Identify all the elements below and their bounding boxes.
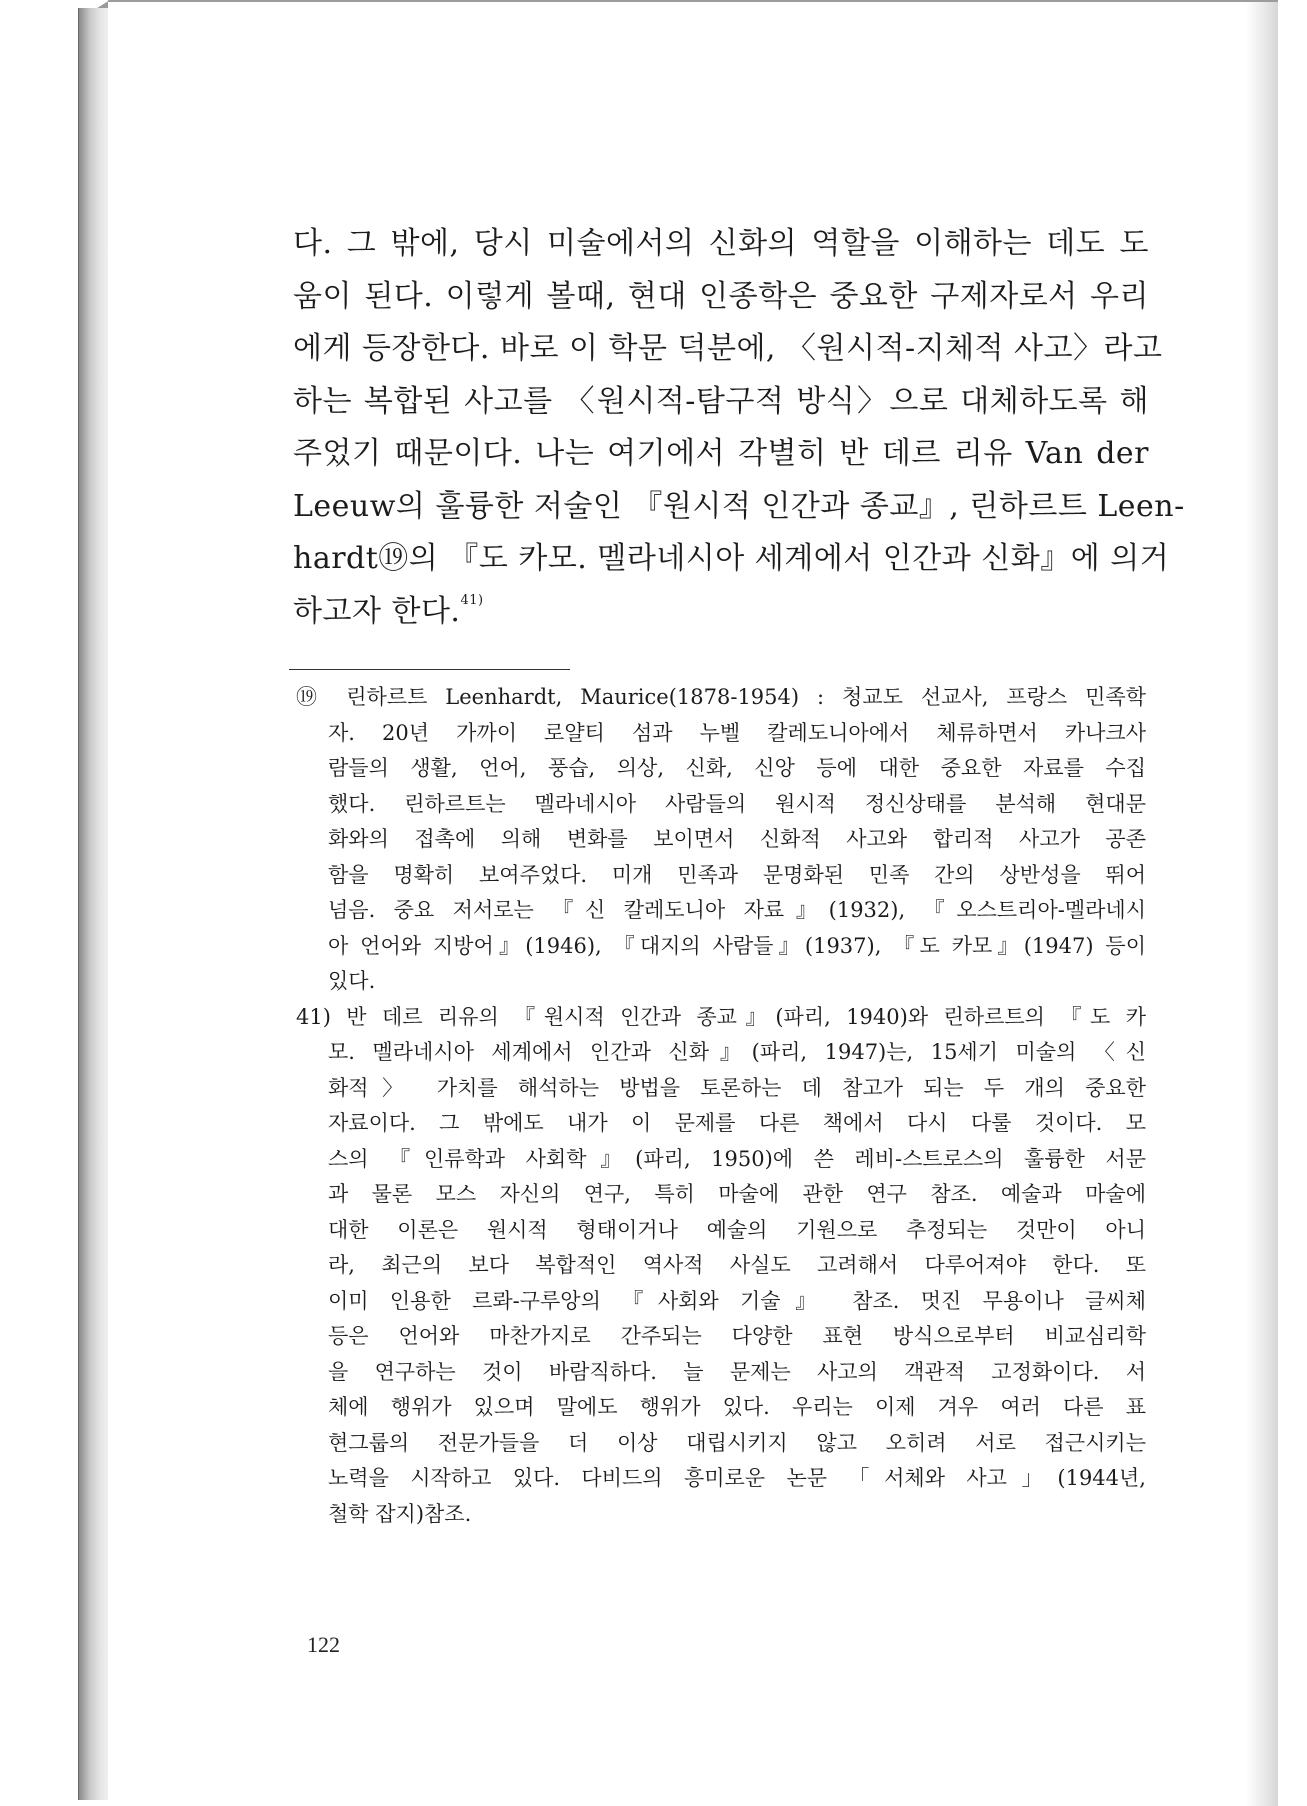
- body-line-last: [293, 586, 1149, 639]
- body-line: 움이 된다. 이렇게 볼때, 현대 인종학은 중요한 구제자로서 우리: [293, 278, 1149, 314]
- footnote-line: 했다. 린하르트는 멜라네시아 사람들의 원시적 정신상태를 분석해 현대문: [328, 791, 1146, 816]
- footnote-line: 을 연구하는 것이 바람직하다. 늘 문제는 사고의 객관적 고정화이다. 서: [328, 1359, 1146, 1384]
- body-paragraph: [293, 218, 1185, 638]
- footnote-reference: 41): [460, 592, 484, 608]
- body-line: 주었기 때문이다. 나는 여기에서 각별히 반 데르 리유 Van der: [293, 436, 1149, 471]
- footnote-line: 철학 잡지)참조.: [328, 1501, 472, 1526]
- footnote-line: 자료이다. 그 밖에도 내가 이 문제를 다른 책에서 다시 다룰 것이다. 모: [328, 1111, 1146, 1135]
- footnotes: [296, 680, 1146, 1532]
- footnote-line: 스의 『인류학과 사회학』(파리, 1950)에 쓴 레비-스트로스의 훌륭한 서문: [328, 1146, 1146, 1171]
- footnote-line: 넘음. 중요 저서로는 『신 칼레도니아 자료』(1932), 『오스트리아-멜라네시: [328, 898, 1146, 922]
- footnote-line: 41) 반 데르 리유의 『원시적 인간과 종교』(파리, 1940)와 린하르트의 『도 카: [296, 1004, 1146, 1029]
- footnote-line: 대한 이론은 원시적 형태이거나 예술의 기원으로 추정되는 것만이 아니: [328, 1217, 1146, 1242]
- footnote-line: 체에 행위가 있으며 말에도 행위가 있다. 우리는 이제 겨우 여러 다른 표: [328, 1395, 1146, 1419]
- footnote-line: 노력을 시작하고 있다. 다비드의 흥미로운 논문 「서체와 사고」(1944년,: [328, 1466, 1146, 1490]
- body-line: 에게 등장한다. 바로 이 학문 덕분에, 〈원시적-지체적 사고〉라고: [293, 331, 1163, 366]
- body-line: Leeuw의 훌륭한 저술인 『원시적 인간과 종교』, 린하르트 Leen-: [293, 488, 1185, 524]
- footnote-line: 람들의 생활, 언어, 풍습, 의상, 신화, 신앙 등에 대한 중요한 자료를 수집: [328, 756, 1146, 780]
- body-line: 하는 복합된 사고를 〈원시적-탐구적 방식〉으로 대체하도록 해: [293, 383, 1149, 419]
- footnote-line: 자. 20년 가까이 로얄티 섬과 누벨 칼레도니아에서 체류하면서 카나크사: [328, 720, 1146, 745]
- footnote-line: 현그룹의 전문가들을 더 이상 대립시키지 않고 오히려 서로 접근시키는: [328, 1430, 1146, 1455]
- page-edge-shadow: [1246, 2, 1278, 1806]
- page-number: 122: [307, 1632, 340, 1657]
- body-line: hardt⑲의 『도 카모. 멜라네시아 세계에서 인간과 신화』에 의거: [293, 541, 1170, 576]
- footnote-line: ⑲ 린하르트 Leenhardt, Maurice(1878-1954) : 청교도 선교사, 프랑스 민족학: [296, 685, 1146, 709]
- body-line-text: 하고자 한다.: [293, 593, 461, 629]
- footnote-line: 과 물론 모스 자신의 연구, 특히 마술에 관한 연구 참조. 예술과 마술에: [328, 1182, 1146, 1206]
- footnote-line: 아 언어와 지방어』(1946), 『대지의 사람들』(1937), 『도 카모』(1947) 등이: [328, 933, 1146, 958]
- footnote-line: 있다.: [328, 969, 376, 993]
- footnote-59: [296, 680, 1146, 1000]
- footnote-line: 모. 멜라네시아 세계에서 인간과 신화』(파리, 1947)는, 15세기 미술의 〈신: [328, 1040, 1146, 1064]
- footnote-separator: [289, 669, 570, 670]
- book-spine-edge: [78, 8, 109, 1800]
- footnote-line: 화와의 접촉에 의해 변화를 보이면서 신화적 사고와 합리적 사고가 공존: [328, 827, 1146, 851]
- footnote-line: 등은 언어와 마찬가지로 간주되는 다양한 표현 방식으로부터 비교심리학: [328, 1324, 1146, 1348]
- footnote-line: 화적〉 가치를 해석하는 방법을 토론하는 데 참고가 되는 두 개의 중요한: [328, 1075, 1146, 1100]
- footnote-line: 이미 인용한 르롸-구루앙의 『사회와 기술』 참조. 멋진 무용이나 글씨체: [328, 1288, 1146, 1313]
- footnote-line: 라, 최근의 보다 복합적인 역사적 사실도 고려해서 다루어져야 한다. 또: [328, 1253, 1146, 1277]
- body-line: 다. 그 밖에, 당시 미술에서의 신화의 역할을 이해하는 데도 도: [293, 226, 1149, 261]
- footnote-line: 함을 명확히 보여주었다. 미개 민족과 문명화된 민족 간의 상반성을 뛰어: [328, 862, 1146, 887]
- footnote-41: [296, 1000, 1146, 1533]
